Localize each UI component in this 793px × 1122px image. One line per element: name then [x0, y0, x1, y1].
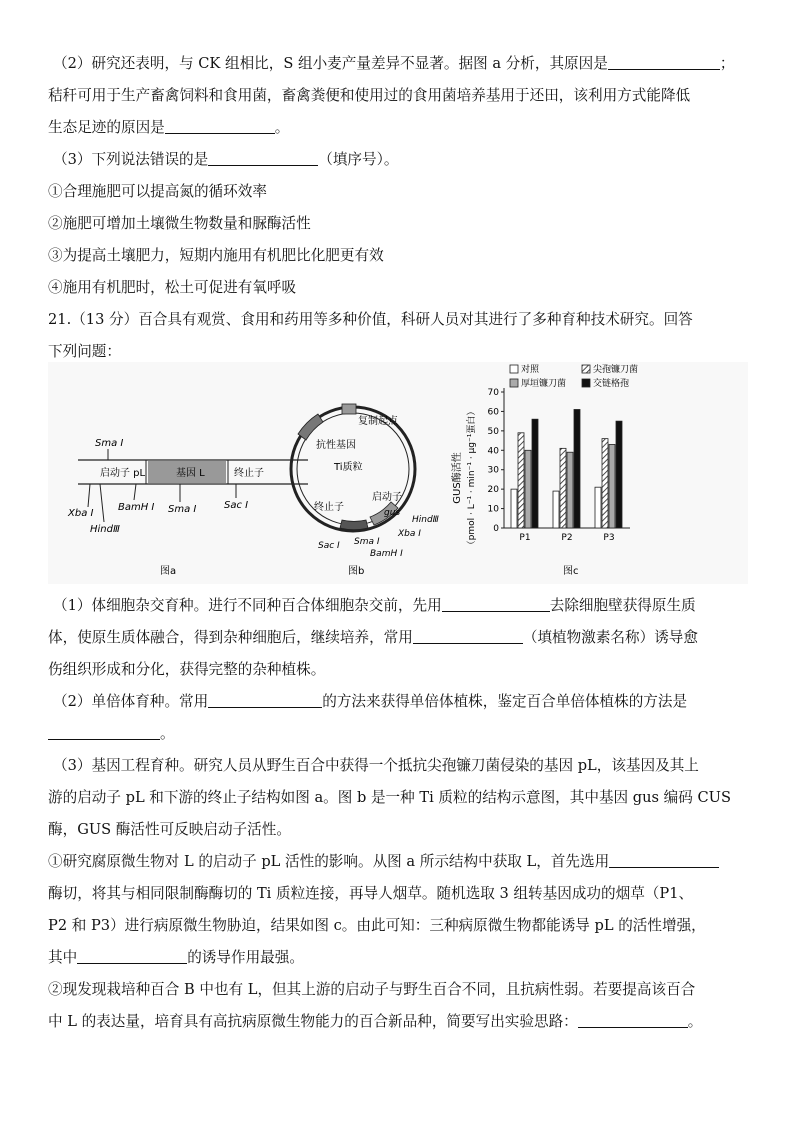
- legend-label: 交链格孢: [593, 379, 630, 389]
- q21-line2: 下列问题：: [48, 343, 121, 360]
- figure-panel: [48, 362, 748, 584]
- bar-P3-2: [609, 444, 615, 528]
- y-tick-label: 50: [487, 426, 499, 437]
- s3-line3: 酶，GUS 酶活性可反映启动子活性。: [48, 821, 291, 838]
- chart-ylabel-unit: （pmol · L⁻¹ · min⁻¹ · μg⁻¹蛋白）: [467, 406, 477, 550]
- xba-b-label: Xba I: [398, 529, 421, 539]
- s2-line2: 。: [48, 724, 175, 744]
- sac-label: Sac I: [224, 500, 249, 511]
- gus-label: gus: [384, 508, 401, 518]
- sac-b-label: Sac I: [318, 541, 340, 551]
- resistance-block: [298, 414, 323, 440]
- legend-label: 尖孢镰刀菌: [593, 365, 639, 375]
- bar-P1-3: [532, 419, 538, 528]
- y-tick-label: 20: [487, 485, 499, 496]
- bam-b-label: BamH I: [370, 549, 403, 559]
- bar-P1-2: [525, 450, 531, 528]
- p2-line3: 生态足迹的原因是 。: [48, 119, 290, 136]
- terminator-b-label: 终止子: [314, 502, 344, 513]
- answer-blank[interactable]: [608, 54, 720, 70]
- hind-label: HindⅢ: [90, 524, 120, 535]
- option-2: ②施肥可增加土壤微生物数量和脲酶活性: [48, 215, 311, 232]
- s3-line1: （3）基因工程育种。研究人员从野生百合中获得一个抵抗尖孢镰刀菌侵染的基因 pL，该基因及其上: [53, 757, 699, 774]
- q21-line1: 21.（13 分）百合具有观赏、食用和药用等多种价值，科研人员对其进行了多种育种技术研究。回答: [48, 311, 693, 328]
- bar-P1-0: [511, 489, 517, 528]
- sma-b-label: Sma I: [354, 537, 380, 547]
- answer-blank[interactable]: [578, 1012, 688, 1028]
- s3-line4: ①研究腐原微生物对 L 的启动子 pL 活性的影响。从图 a 所示结构中获取 L，首先选用: [48, 852, 719, 872]
- bar-P2-2: [567, 452, 573, 528]
- bam-label: BamH I: [118, 502, 155, 513]
- y-tick-label: 30: [487, 465, 499, 476]
- plasmid-label: Ti质粒: [334, 462, 363, 473]
- gus-block: [340, 520, 368, 530]
- bar-P3-0: [595, 487, 601, 528]
- y-tick-label: 70: [487, 388, 499, 398]
- y-tick-label: 60: [487, 407, 499, 418]
- s3-line5: 酶切，将其与相同限制酶酶切的 Ti 质粒连接，再导人烟草。随机选取 3 组转基因成功的烟草（P1、: [48, 885, 694, 902]
- xba-label: Xba I: [68, 508, 94, 519]
- legend-label: 对照: [521, 365, 540, 375]
- figure-b: [291, 404, 439, 577]
- x-tick-label: P1: [519, 533, 531, 543]
- chart-ylabel-main: GUS酶活性: [452, 452, 463, 504]
- chart-bars: [511, 409, 622, 528]
- bar-P2-0: [553, 491, 559, 528]
- bar-P3-3: [616, 421, 622, 528]
- x-tick-label: P2: [561, 533, 573, 543]
- y-tick-label: 10: [487, 504, 499, 515]
- figure-a: [67, 438, 308, 577]
- answer-blank[interactable]: [208, 150, 318, 166]
- legend-label: 厚垣镰刀菌: [521, 379, 567, 389]
- legend-swatch: [582, 365, 590, 373]
- s1-line3: 伤组织形成和分化，获得完整的杂种植株。: [48, 661, 326, 678]
- y-tick-label: 0: [493, 524, 499, 534]
- hind-b-label: HindⅢ: [412, 515, 439, 525]
- answer-blank[interactable]: [442, 596, 550, 612]
- sma-top-label: Sma I: [95, 438, 124, 449]
- gene-l-label: 基因 L: [176, 468, 205, 479]
- answer-blank[interactable]: [48, 724, 160, 740]
- answer-blank[interactable]: [77, 948, 187, 964]
- s2-line1: （2）单倍体育种。常用 的方法来获得单倍体植株，鉴定百合单倍体植株的方法是: [53, 693, 688, 710]
- s3-line7: 其中 的诱导作用最强。: [48, 949, 304, 966]
- option-4: ④施用有机肥时，松土可促进有氧呼吸: [48, 279, 297, 296]
- promoter-b-label: 启动子: [372, 492, 402, 503]
- chart-legend: [510, 363, 638, 389]
- option-3: ③为提高土壤肥力，短期内施用有机肥比化肥更有效: [48, 247, 384, 264]
- legend-swatch: [510, 379, 518, 387]
- s3-line8: ②现发现栽培种百合 B 中也有 L，但其上游的启动子与野生百合不同，且抗病性弱。若要提高该百合: [48, 981, 696, 998]
- legend-swatch: [510, 365, 518, 373]
- figure-c-chart: [450, 363, 638, 577]
- bar-P2-3: [574, 409, 580, 528]
- bar-P2-1: [560, 448, 566, 528]
- s3-line6: P2 和 P3）进行病原微生物胁迫，结果如图 c。由此可知：三种病原微生物都能诱导 pL 的活性增强，: [48, 917, 706, 934]
- origin-block: [342, 404, 356, 414]
- figure-a-caption: 图a: [160, 566, 177, 577]
- terminator-label: 终止子: [234, 468, 264, 479]
- p2-line1: （2）研究还表明，与 CK 组相比，S 组小麦产量差异不显著。据图 a 分析，其原因是 ；: [53, 55, 735, 72]
- figure-b-caption: 图b: [348, 566, 365, 577]
- s1-line1: （1）体细胞杂交育种。进行不同种百合体细胞杂交前，先用 去除细胞壁获得原生质: [53, 597, 696, 614]
- legend-swatch: [582, 379, 590, 387]
- option-1: ①合理施肥可以提高氮的循环效率: [48, 183, 267, 200]
- answer-blank[interactable]: [609, 852, 719, 868]
- bar-P1-1: [518, 433, 524, 528]
- resistance-label: 抗性基因: [316, 440, 356, 451]
- answer-blank[interactable]: [208, 692, 322, 708]
- answer-blank[interactable]: [413, 628, 523, 644]
- y-tick-label: 40: [487, 446, 499, 457]
- origin-label: 复制起点: [358, 416, 398, 427]
- s3-line9: 中 L 的表达量，培育具有高抗病原微生物能力的百合新品种，简要写出实验思路： 。: [48, 1013, 703, 1030]
- figure-c-caption: 图c: [563, 566, 579, 577]
- sma-bottom-label: Sma I: [168, 504, 197, 515]
- x-tick-label: P3: [603, 533, 615, 543]
- bar-P3-1: [602, 439, 608, 528]
- promoter-pl-label: 启动子 pL: [100, 468, 146, 479]
- s1-line2: 体，使原生质体融合，得到杂种细胞后，继续培养，常用 （填植物激素名称）诱导愈: [48, 629, 698, 646]
- p2-line2: 秸秆可用于生产畜禽饲料和食用菌，畜禽粪便和使用过的食用菌培养基用于还田，该利用方式能降低: [48, 87, 691, 104]
- answer-blank[interactable]: [165, 118, 275, 134]
- s3-line2: 游的启动子 pL 和下游的终止子结构如图 a。图 b 是一种 Ti 质粒的结构示意图，其中基因 gus 编码 CUS: [48, 789, 731, 806]
- p3-question: （3）下列说法错误的是 （填序号）。: [53, 151, 399, 168]
